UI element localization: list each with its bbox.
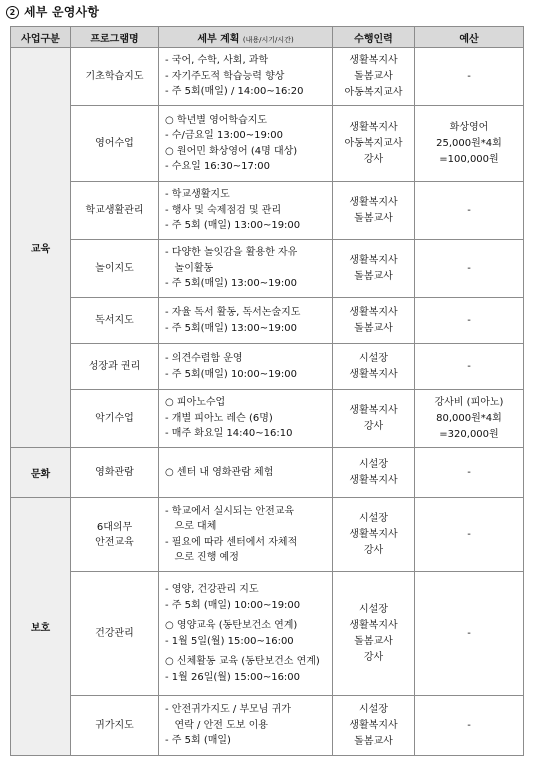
- program-name-line: 6대의무: [96, 521, 133, 533]
- operations-table: [10, 26, 524, 756]
- staff-cell: [333, 498, 415, 572]
- staff-cell: [333, 696, 415, 756]
- program-name-line: 귀가지도: [95, 720, 134, 731]
- plan-line: ○ 영양교육 (동탄보건소 연계): [165, 620, 298, 631]
- program-name: [71, 448, 159, 498]
- plan-line: - 다양한 놀잇감을 활용한 자유: [165, 247, 298, 259]
- plan-line: - 1월 5일(월) 15:00~16:00: [165, 635, 294, 647]
- program-name: [71, 240, 159, 298]
- program-name-line: 건강관리: [95, 628, 134, 639]
- plan-cell: [159, 572, 333, 696]
- staff-cell: [333, 48, 415, 106]
- plan-line: - 주 5회(매일) 10:00~19:00: [165, 368, 297, 380]
- plan-cell: [159, 106, 333, 182]
- staff-line: 생활복지사: [349, 474, 398, 486]
- header-plan: [159, 27, 333, 48]
- plan-line: - 주 5회(매일) / 14:00~16:20: [165, 86, 304, 98]
- program-name: [71, 344, 159, 390]
- plan-line: ○ 센터 내 영화관람 체험: [165, 466, 274, 478]
- budget-line: -: [467, 528, 471, 540]
- header-program: 프로그램명: [71, 27, 159, 48]
- plan-line: ○ 원어민 화상영어 (4명 대상): [165, 145, 298, 157]
- budget-line: -: [467, 627, 471, 639]
- plan-line: 으로 대체: [165, 521, 217, 532]
- table-row: [11, 390, 524, 448]
- program-name: [71, 572, 159, 696]
- header-category: 사업구분: [11, 27, 71, 48]
- category-culture: 문화: [11, 448, 71, 498]
- plan-cell: [159, 696, 333, 756]
- staff-line: 돌봄교사: [354, 212, 393, 224]
- plan-line: - 매주 화요일 14:40~16:10: [165, 428, 293, 440]
- staff-line: 강사: [363, 420, 384, 432]
- staff-cell: [333, 182, 415, 240]
- table-row: [11, 696, 524, 756]
- staff-line: 생활복지사: [349, 54, 398, 66]
- budget-line: 80,000원*4회: [436, 412, 502, 424]
- program-name-line: 독서지도: [95, 315, 134, 326]
- program-name-line: 기초학습지도: [85, 71, 144, 82]
- staff-line: 생활복지사: [349, 121, 398, 133]
- plan-line: - 주 5회(매일) 13:00~19:00: [165, 322, 297, 334]
- program-name-line: 학교생활관리: [85, 205, 144, 216]
- staff-line: 시설장: [359, 703, 388, 715]
- staff-line: 생활복지사: [349, 254, 398, 266]
- plan-cell: [159, 240, 333, 298]
- staff-line: 돌봄교사: [354, 635, 393, 647]
- budget-line: -: [467, 262, 471, 274]
- staff-line: 시설장: [359, 352, 388, 364]
- staff-line: 돌봄교사: [354, 735, 393, 747]
- budget-line: -: [467, 719, 471, 731]
- staff-cell: [333, 106, 415, 182]
- program-name-line: 성장과 권리: [88, 361, 141, 372]
- program-name: [71, 696, 159, 756]
- section-title-text: 세부 운영사항: [24, 5, 100, 19]
- staff-line: 돌봄교사: [354, 270, 393, 282]
- staff-line: 돌봄교사: [354, 322, 393, 334]
- plan-line: - 자율 독서 활동, 독서논술지도: [165, 307, 301, 318]
- budget-cell: [415, 48, 524, 106]
- budget-cell: [415, 106, 524, 182]
- staff-line: 아동복지교사: [344, 137, 403, 149]
- budget-line: -: [467, 314, 471, 326]
- program-name: [71, 298, 159, 344]
- section-number-badge: 2: [6, 6, 19, 19]
- table-row: [11, 344, 524, 390]
- plan-line: - 개별 피아노 레슨 (6명): [165, 412, 273, 424]
- staff-line: 생활복지사: [349, 528, 398, 540]
- plan-cell: [159, 182, 333, 240]
- staff-cell: [333, 298, 415, 344]
- plan-line: - 수요일 16:30~17:00: [165, 161, 270, 172]
- program-name: [71, 498, 159, 572]
- plan-line: - 자기주도적 학습능력 향상: [165, 70, 285, 82]
- plan-line: 연락 / 안전 도보 이용: [165, 719, 268, 731]
- section-title: [6, 3, 99, 20]
- staff-cell: [333, 240, 415, 298]
- plan-line: - 의견수렴함 운영: [165, 353, 243, 364]
- plan-cell: [159, 48, 333, 106]
- header-row: [11, 27, 524, 48]
- plan-line: ○ 신체활동 교육 (동탄보건소 연계): [165, 656, 320, 667]
- table-row: [11, 106, 524, 182]
- budget-line: 화상영어: [449, 121, 489, 133]
- budget-cell: [415, 298, 524, 344]
- table-row: [11, 240, 524, 298]
- plan-cell: [159, 498, 333, 572]
- staff-line: 생활복지사: [349, 196, 398, 208]
- budget-cell: [415, 390, 524, 448]
- staff-line: 강사: [363, 153, 384, 165]
- budget-line: =320,000원: [439, 428, 499, 440]
- plan-line: - 주 5회 (매일): [165, 735, 231, 747]
- staff-cell: [333, 572, 415, 696]
- plan-cell: [159, 390, 333, 448]
- budget-cell: [415, 344, 524, 390]
- budget-line: -: [467, 360, 471, 372]
- table-row: [11, 298, 524, 344]
- plan-line: - 학교생활지도: [165, 189, 230, 201]
- budget-cell: [415, 448, 524, 498]
- staff-cell: [333, 344, 415, 390]
- budget-cell: [415, 498, 524, 572]
- plan-line: - 학교에서 실시되는 안전교육: [165, 505, 295, 517]
- plan-line: - 국어, 수학, 사회, 과학: [165, 55, 269, 67]
- plan-line: - 1월 26일(월) 15:00~16:00: [165, 671, 301, 683]
- budget-line: -: [467, 204, 471, 216]
- budget-cell: [415, 240, 524, 298]
- plan-line: ○ 학년별 영어학습지도: [165, 114, 268, 126]
- budget-cell: [415, 572, 524, 696]
- plan-line: - 주 5회 (매일) 13:00~19:00: [165, 220, 301, 232]
- table-row: [11, 498, 524, 572]
- table-row: [11, 448, 524, 498]
- program-name-line: 영어수업: [95, 138, 134, 149]
- budget-line: -: [467, 466, 471, 478]
- staff-line: 시설장: [359, 603, 388, 615]
- budget-line: =100,000원: [439, 153, 499, 165]
- budget-line: -: [467, 70, 471, 82]
- staff-line: 시설장: [359, 458, 388, 470]
- plan-line: 놀이활동: [165, 262, 214, 274]
- staff-line: 생활복지사: [349, 404, 398, 416]
- program-name-line: 놀이지도: [95, 263, 134, 274]
- staff-line: 강사: [363, 544, 384, 556]
- plan-line: - 안전귀가지도 / 부모님 귀가: [165, 704, 291, 716]
- plan-line: - 주 5회(매일) 13:00~19:00: [165, 278, 297, 290]
- plan-cell: [159, 298, 333, 344]
- plan-line: - 행사 및 숙제점검 및 관리: [165, 204, 282, 216]
- budget-line: 25,000원*4회: [436, 137, 502, 149]
- table-row: [11, 48, 524, 106]
- program-name: [71, 182, 159, 240]
- plan-line: - 영양, 건강관리 지도: [165, 584, 259, 595]
- staff-cell: [333, 448, 415, 498]
- plan-cell: [159, 344, 333, 390]
- header-staff: 수행인력: [333, 27, 415, 48]
- plan-line: ○ 피아노수업: [165, 397, 226, 409]
- staff-cell: [333, 390, 415, 448]
- program-name-line: 안전교육: [95, 536, 134, 548]
- budget-cell: [415, 182, 524, 240]
- plan-cell: [159, 448, 333, 498]
- plan-line: - 주 5회 (매일) 10:00~19:00: [165, 599, 301, 611]
- header-budget: 예산: [415, 27, 524, 48]
- staff-line: 생활복지사: [349, 619, 398, 631]
- staff-line: 시설장: [359, 512, 388, 524]
- program-name: [71, 48, 159, 106]
- program-name: [71, 106, 159, 182]
- staff-line: 강사: [363, 651, 384, 663]
- plan-line: - 필요에 따라 센터에서 자체적: [165, 536, 298, 548]
- header-plan-label: 세부 계획: [197, 33, 240, 45]
- staff-line: 생활복지사: [349, 368, 398, 380]
- program-name: [71, 390, 159, 448]
- staff-line: 생활복지사: [349, 306, 398, 318]
- staff-line: 아동복지교사: [344, 86, 403, 98]
- program-name-line: 악기수업: [95, 413, 134, 424]
- header-plan-note: (내용/시기/시간): [242, 35, 294, 44]
- plan-line: - 수/금요일 13:00~19:00: [165, 130, 283, 141]
- budget-cell: [415, 696, 524, 756]
- staff-line: 생활복지사: [349, 719, 398, 731]
- category-education: 교육: [11, 48, 71, 448]
- plan-line: 으로 진행 예정: [165, 552, 239, 563]
- program-name-line: 영화관람: [95, 467, 134, 478]
- staff-line: 돌봄교사: [354, 70, 393, 82]
- category-protection: 보호: [11, 498, 71, 756]
- table-row: [11, 572, 524, 696]
- table-row: [11, 182, 524, 240]
- budget-line: 강사비 (피아노): [434, 396, 504, 408]
